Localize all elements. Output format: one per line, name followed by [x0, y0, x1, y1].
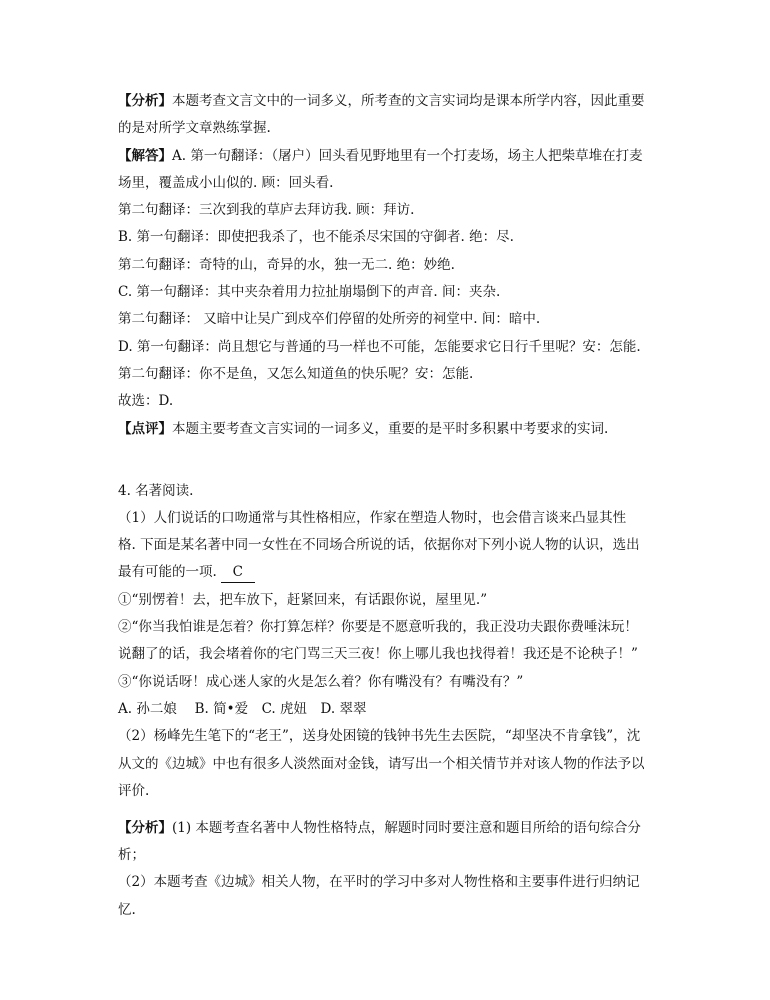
answer-line: 第二句翻译：你不是鱼，又怎么知道鱼的快乐呢？安：怎能. [118, 366, 474, 382]
question-part2: （2）杨峰先生笔下的“老王”，送身处困镜的钱钟书先生去医院，“却坚决不肯拿钱”，沈 [118, 728, 641, 744]
comment-tag: 【点评】 [118, 421, 172, 437]
comment-paragraph [118, 416, 608, 443]
analysis-text: 本题考查文言文中的一词多义，所考查的文言实词均是课本所学内容，因此重要 [172, 93, 645, 109]
answer-line: D. 第一句翻译：尚且想它与普通的马一样也不可能，怎能要求它日行千里呢？安：怎能. [118, 339, 641, 355]
question-title: 4. 名著阅读. [118, 483, 194, 499]
analysis-text-2-end: 忆. [118, 902, 136, 918]
answer-line: C. 第一句翻译：其中夹杂着用力拉扯崩塌倒下的声音. 间：夹杂. [118, 284, 501, 300]
answer-paragraph [118, 143, 643, 170]
question-part1-text: 最有可能的一项. [118, 564, 217, 580]
question-part1-end [118, 559, 255, 586]
analysis-text-2-part2: （2）本题考查《边城》相关人物，在平时的学习中多对人物性格和主要事件进行归纳记 [118, 874, 640, 890]
analysis-tag: 【分析】 [118, 93, 172, 109]
analysis-paragraph [118, 88, 645, 115]
answer-line: 第二句翻译：奇特的山，奇异的水，独一无二. 绝：妙绝. [118, 257, 455, 273]
question-part1-cont: 格. 下面是某名著中同一女性在不同场合所说的话，依据你对下列小说人物的认识，选出 [118, 537, 640, 553]
answer-line: B. 第一句翻译：即使把我杀了，也不能杀尽宋国的守御者. 绝：尽. [118, 229, 514, 245]
analysis-paragraph-2 [118, 815, 641, 842]
analysis-text-2-cont: 析； [118, 847, 145, 863]
answer-blank: C [221, 562, 255, 583]
answer-line: A. 第一句翻译：（屠户）回头看见野地里有一个打麦场，场主人把柴草堆在打麦 [172, 148, 643, 164]
answer-line: 第二句翻译： 又暗中让吴广到戍卒们停留的处所旁的祠堂中. 间：暗中. [118, 311, 541, 327]
analysis-text-cont: 的是对所学文章熟练掌握. [118, 120, 271, 136]
comment-text: 本题主要考查文言实词的一词多义，重要的是平时多积累中考要求的实词. [172, 421, 609, 437]
question-part2-end: 评价. [118, 783, 150, 799]
analysis-text-2: (1) 本题考查名著中人物性格特点，解题时同时要注意和题目所给的语句综合分 [172, 820, 641, 836]
quote-2-cont: 说翻了的话，我会堵着你的宅门骂三天三夜！你上哪儿我也找得着！我还是不论秧子！” [118, 646, 638, 662]
question-part2-cont: 从文的《边城》中也有很多人淡然面对金钱，请写出一个相关情节并对该人物的作法予以 [118, 756, 645, 772]
quote-3: ③“你说话呀！成心迷人家的火是怎么着？你有嘴没有？有嘴没有？” [118, 674, 524, 690]
quote-1: ①“别愣着！去，把车放下，赶紧回来，有话跟你说，屋里见.” [118, 592, 488, 608]
answer-line: 第二句翻译：三次到我的草庐去拜访我. 顾：拜访. [118, 202, 415, 218]
question-part1: （1）人们说话的口吻通常与其性格相应，作家在塑造人物时，也会借言谈来凸显其性 [118, 510, 627, 526]
answer-tag: 【解答】 [118, 148, 172, 164]
answer-line: 场里，覆盖成小山似的. 顾：回头看. [118, 175, 334, 191]
options-line: A. 孙二娘 B. 简•爱 C. 虎妞 D. 翠翠 [118, 701, 367, 717]
quote-2: ②“你当我怕谁是怎着？你打算怎样？你要是不愿意听我的，我正没功夫跟你费唾沫玩！ [118, 619, 638, 635]
answer-line: 故选：D. [118, 393, 174, 409]
analysis-tag-2: 【分析】 [118, 820, 172, 836]
